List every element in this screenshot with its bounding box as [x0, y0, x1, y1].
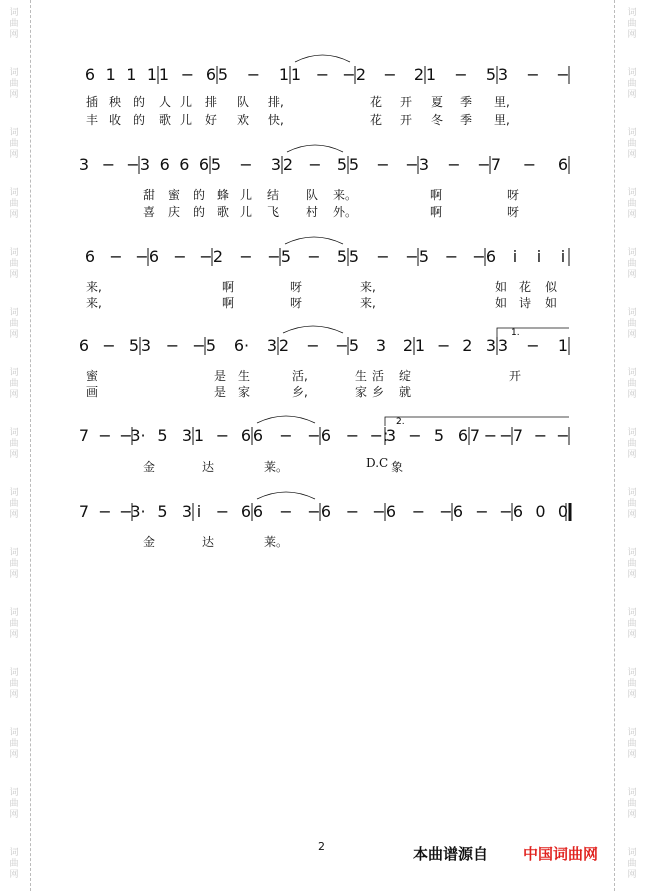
lyric-char: 啊: [430, 205, 443, 219]
watermark-text: 词 曲 网: [627, 68, 637, 100]
note: 2: [462, 336, 473, 355]
watermark-text: 词 曲 网: [9, 848, 19, 880]
lyric-char: 儿: [180, 95, 193, 109]
lyric-char: 儿: [240, 205, 253, 219]
note: i: [512, 247, 518, 266]
lyric-char: 歌: [159, 113, 172, 127]
lyric-char: 达: [202, 535, 215, 549]
note: 7: [512, 426, 524, 445]
note: −: [101, 155, 116, 174]
lyric-char: 如: [545, 296, 558, 310]
note: 6: [205, 65, 217, 84]
note: 3·: [130, 426, 146, 445]
watermark-text: 词 曲 网: [9, 608, 19, 640]
note: 0: [557, 502, 569, 521]
note: 6: [179, 155, 190, 174]
note: 7: [469, 426, 481, 445]
note: −: [173, 247, 187, 266]
page-number: 2: [318, 840, 325, 853]
lyric-char: 喜: [143, 205, 156, 219]
note: 7: [78, 502, 90, 521]
note: −: [267, 247, 281, 266]
note: −: [215, 426, 230, 445]
volta-first-label: 1.: [511, 328, 520, 338]
note: 6: [78, 336, 90, 355]
watermark-text: 词 曲 网: [9, 188, 19, 220]
watermark-text: 词 曲 网: [627, 548, 637, 580]
note: i: [560, 247, 566, 266]
note: −: [307, 502, 321, 521]
note: 6: [148, 247, 160, 266]
lyric-char: 呀: [290, 296, 303, 310]
note: −: [345, 502, 360, 521]
lyric-char: 里,: [494, 95, 510, 109]
note: 3: [140, 336, 152, 355]
lyric-char: 莱。: [264, 460, 289, 474]
watermark-text: 词 曲 网: [627, 728, 637, 760]
lyric-char: 开: [400, 113, 413, 127]
volta-second-label: 2.: [396, 417, 405, 427]
lyric-char: 生: [355, 369, 368, 383]
footer-source-label: 本曲谱源自: [413, 845, 489, 863]
note: −: [447, 155, 461, 174]
note: −: [499, 502, 513, 521]
note: 5: [433, 426, 445, 445]
note: 1: [414, 336, 426, 355]
lyric-char: 啊: [430, 188, 443, 202]
note: −: [119, 426, 133, 445]
lyric-char: 里,: [494, 113, 510, 127]
lyric-char: 花: [370, 113, 383, 127]
note: −: [436, 336, 451, 355]
note: −: [308, 155, 322, 174]
lyric-char: 季: [460, 95, 473, 109]
lyric-char: 呀: [507, 205, 520, 219]
note: 6: [159, 155, 170, 174]
note: −: [307, 247, 321, 266]
lyric-char: 庆: [168, 205, 181, 219]
note: 6: [198, 155, 210, 174]
note: 6: [252, 502, 264, 521]
lyric-char: 人: [159, 95, 172, 109]
note: −: [444, 247, 459, 266]
watermark-text: 词 曲 网: [9, 68, 19, 100]
lyric-char: 是: [214, 385, 227, 399]
lyric-char: 金: [143, 460, 156, 474]
note: 6: [485, 247, 497, 266]
note: 3: [375, 336, 387, 355]
note: 5: [157, 426, 168, 445]
lyric-char: 冬: [431, 113, 444, 127]
note: −: [405, 155, 419, 174]
note: −:: [369, 426, 389, 445]
lyric-char: 快,: [268, 113, 284, 127]
lyric-char: 的: [133, 113, 146, 127]
note: 5: [210, 155, 222, 174]
note: −: [499, 426, 513, 445]
note: −: [556, 65, 570, 84]
lyric-char: 达: [202, 460, 215, 474]
lyric-char: 来,: [360, 280, 376, 294]
lyric-char: 的: [193, 188, 206, 202]
lyric-char: 蜜: [86, 369, 99, 383]
note: −: [556, 426, 570, 445]
note: 3: [418, 155, 430, 174]
note: −: [180, 65, 195, 84]
note: 5: [336, 155, 348, 174]
note: 6: [240, 426, 252, 445]
note: 1: [290, 65, 302, 84]
lyric-char: 歌: [217, 205, 230, 219]
watermark-text: 词 曲 网: [9, 428, 19, 460]
note: 2: [212, 247, 224, 266]
note: 5: [205, 336, 217, 355]
note: 5: [348, 155, 360, 174]
note: 3·: [130, 502, 146, 521]
watermark-text: 词 曲 网: [9, 308, 19, 340]
lyric-char: 花: [370, 95, 383, 109]
lyric-char: 排: [205, 95, 218, 109]
note: 5: [217, 65, 229, 84]
note: 3: [78, 155, 90, 174]
lyric-char: 来,: [86, 296, 102, 310]
lyric-char: 如: [495, 280, 508, 294]
lyric-char: 收: [109, 113, 122, 127]
watermark-text: 词 曲 网: [627, 428, 637, 460]
note: 2: [402, 336, 414, 355]
watermark-text: 词 曲 网: [627, 188, 637, 220]
note: −: [454, 65, 468, 84]
watermark-text: 词 曲 网: [627, 128, 637, 160]
note: −: [472, 247, 486, 266]
watermark-text: 词 曲 网: [627, 608, 637, 640]
note: −: [376, 155, 390, 174]
note: −: [383, 65, 397, 84]
note: 5: [348, 336, 360, 355]
note: 1: [278, 65, 290, 84]
watermark-text: 词 曲 网: [627, 488, 637, 520]
note: −: [483, 426, 498, 445]
lyric-char: 呀: [507, 188, 520, 202]
note: 6: [385, 502, 397, 521]
lyric-char: 甜: [143, 188, 156, 202]
note: 7: [490, 155, 502, 174]
note: 6: [240, 502, 252, 521]
note: −: [526, 336, 540, 355]
note: 5: [485, 65, 497, 84]
note: −: [307, 426, 321, 445]
note: −: [439, 502, 453, 521]
note: −: [98, 502, 112, 521]
lyric-char: 欢: [237, 113, 250, 127]
watermark-text: 词 曲 网: [627, 848, 637, 880]
watermark-text: 词 曲 网: [9, 368, 19, 400]
note: −: [376, 247, 390, 266]
note: −: [246, 65, 261, 84]
lyric-char: 家: [238, 385, 251, 399]
note: 7: [78, 426, 90, 445]
lyric-char: 莱。: [264, 535, 289, 549]
lyric-char: 象: [391, 460, 404, 474]
lyric-char: 夏: [431, 95, 444, 109]
note: −: [239, 247, 253, 266]
note: 6·: [233, 336, 250, 355]
note: −: [522, 155, 537, 174]
lyric-char: 儿: [180, 113, 193, 127]
note: −: [405, 247, 419, 266]
note: −: [477, 155, 491, 174]
lyric-char: 呀: [290, 280, 303, 294]
lyric-char: 金: [143, 535, 156, 549]
note: 5: [157, 502, 168, 521]
note: −: [372, 502, 386, 521]
watermark-text: 词 曲 网: [627, 368, 637, 400]
note: −: [102, 336, 116, 355]
lyric-char: 儿: [240, 188, 253, 202]
lyric-char: 啊: [222, 296, 235, 310]
lyric-char: 活: [372, 369, 385, 383]
note: i: [536, 247, 542, 266]
watermark-text: 词 曲 网: [9, 8, 19, 40]
note: −: [98, 426, 112, 445]
lyric-char: 开: [400, 95, 413, 109]
lyric-char: 秧: [109, 95, 122, 109]
note: 3: [266, 336, 278, 355]
lyric-char: 队: [237, 95, 250, 109]
watermark-text: 词 曲 网: [627, 308, 637, 340]
lyric-char: 丰: [86, 113, 99, 127]
note: 3: [181, 426, 193, 445]
watermark-text: 词 曲 网: [9, 728, 19, 760]
lyric-char: 季: [460, 113, 473, 127]
note: 6: [457, 426, 469, 445]
lyric-char: 花: [519, 280, 532, 294]
note: 3: [497, 336, 509, 355]
lyric-char: 家: [355, 385, 368, 399]
note: −: [335, 336, 349, 355]
watermark-text: 词 曲 网: [9, 548, 19, 580]
note: −: [126, 155, 140, 174]
note: 5: [348, 247, 360, 266]
watermark-text: 词 曲 网: [9, 128, 19, 160]
lyric-char: 队: [306, 188, 319, 202]
note: −: [342, 65, 356, 84]
lyric-char: 就: [399, 385, 412, 399]
lyric-char: 开: [509, 369, 522, 383]
note: 3: [497, 65, 509, 84]
lyric-char: 似: [545, 280, 558, 294]
lyric-char: 村: [306, 205, 319, 219]
note: 1: [158, 65, 170, 84]
lyric-char: 蜜: [168, 188, 181, 202]
note: 1: [126, 65, 137, 84]
note: −: [165, 336, 180, 355]
note: 5: [128, 336, 140, 355]
watermark-text: 词 曲 网: [9, 788, 19, 820]
note: −: [408, 426, 422, 445]
note: −: [306, 336, 320, 355]
note: 6: [320, 502, 332, 521]
lyric-char: 啊: [222, 280, 235, 294]
watermark-text: 词 曲 网: [9, 248, 19, 280]
note: 3: [385, 426, 397, 445]
note: 5: [336, 247, 348, 266]
lyric-char: 蜂: [217, 188, 230, 202]
note: 5: [280, 247, 292, 266]
note: 6: [252, 426, 264, 445]
note: −: [192, 336, 206, 355]
note: 6: [512, 502, 524, 521]
note: 1: [146, 65, 158, 84]
note: 2: [278, 336, 290, 355]
note: 0: [535, 502, 546, 521]
note: −: [215, 502, 230, 521]
lyric-char: 诗: [519, 296, 532, 310]
lyric-char: 活,: [292, 369, 308, 383]
note: 2: [355, 65, 367, 84]
lyric-char: 来,: [86, 280, 102, 294]
note: 3: [181, 502, 193, 521]
note: −: [526, 65, 540, 84]
note: 2: [282, 155, 294, 174]
note: −: [199, 247, 213, 266]
note: 6: [84, 65, 96, 84]
note: −: [315, 65, 330, 84]
note: 1: [557, 336, 569, 355]
lyric-char: 插: [86, 95, 99, 109]
lyric-char: 好: [205, 113, 218, 127]
note: −: [119, 502, 133, 521]
lyric-char: 绽: [399, 369, 412, 383]
note: −: [135, 247, 149, 266]
lyric-char: 来。: [333, 188, 358, 202]
note: 5: [418, 247, 430, 266]
watermark-text: 词 曲 网: [627, 8, 637, 40]
lyric-char: 乡: [372, 385, 385, 399]
note: −: [279, 502, 293, 521]
note: 1: [193, 426, 205, 445]
note: −: [109, 247, 123, 266]
note: 3: [139, 155, 151, 174]
watermark-text: 词 曲 网: [9, 488, 19, 520]
lyric-char: 乡,: [292, 385, 308, 399]
lyric-char: 画: [86, 385, 99, 399]
lyric-char: 外。: [333, 205, 358, 219]
note: −: [533, 426, 548, 445]
note: 6: [320, 426, 332, 445]
note: −: [345, 426, 360, 445]
note: 6: [452, 502, 464, 521]
lyric-char: 的: [133, 95, 146, 109]
note: 1: [105, 65, 116, 84]
note: 3: [485, 336, 497, 355]
lyric-char: 的: [193, 205, 206, 219]
watermark-text: 词 曲 网: [627, 248, 637, 280]
note: 6: [84, 247, 96, 266]
note: i: [196, 502, 202, 521]
note: 6: [557, 155, 569, 174]
footer-site-name[interactable]: 中国词曲网: [523, 845, 599, 863]
note: −: [279, 426, 293, 445]
note: −: [411, 502, 426, 521]
dc-mark: D.C: [366, 456, 389, 470]
lyric-char: 结: [267, 188, 280, 202]
lyric-char: 飞: [267, 205, 280, 219]
note: −: [475, 502, 489, 521]
note: 2: [413, 65, 425, 84]
note: 1: [425, 65, 437, 84]
note: −: [239, 155, 253, 174]
lyric-char: 排,: [268, 95, 284, 109]
watermark-text: 词 曲 网: [627, 668, 637, 700]
watermark-text: 词 曲 网: [627, 788, 637, 820]
note: 3: [270, 155, 282, 174]
lyric-char: 生: [238, 369, 251, 383]
lyric-char: 来,: [360, 296, 376, 310]
watermark-text: 词 曲 网: [9, 668, 19, 700]
lyric-char: 是: [214, 369, 227, 383]
lyric-char: 如: [495, 296, 508, 310]
